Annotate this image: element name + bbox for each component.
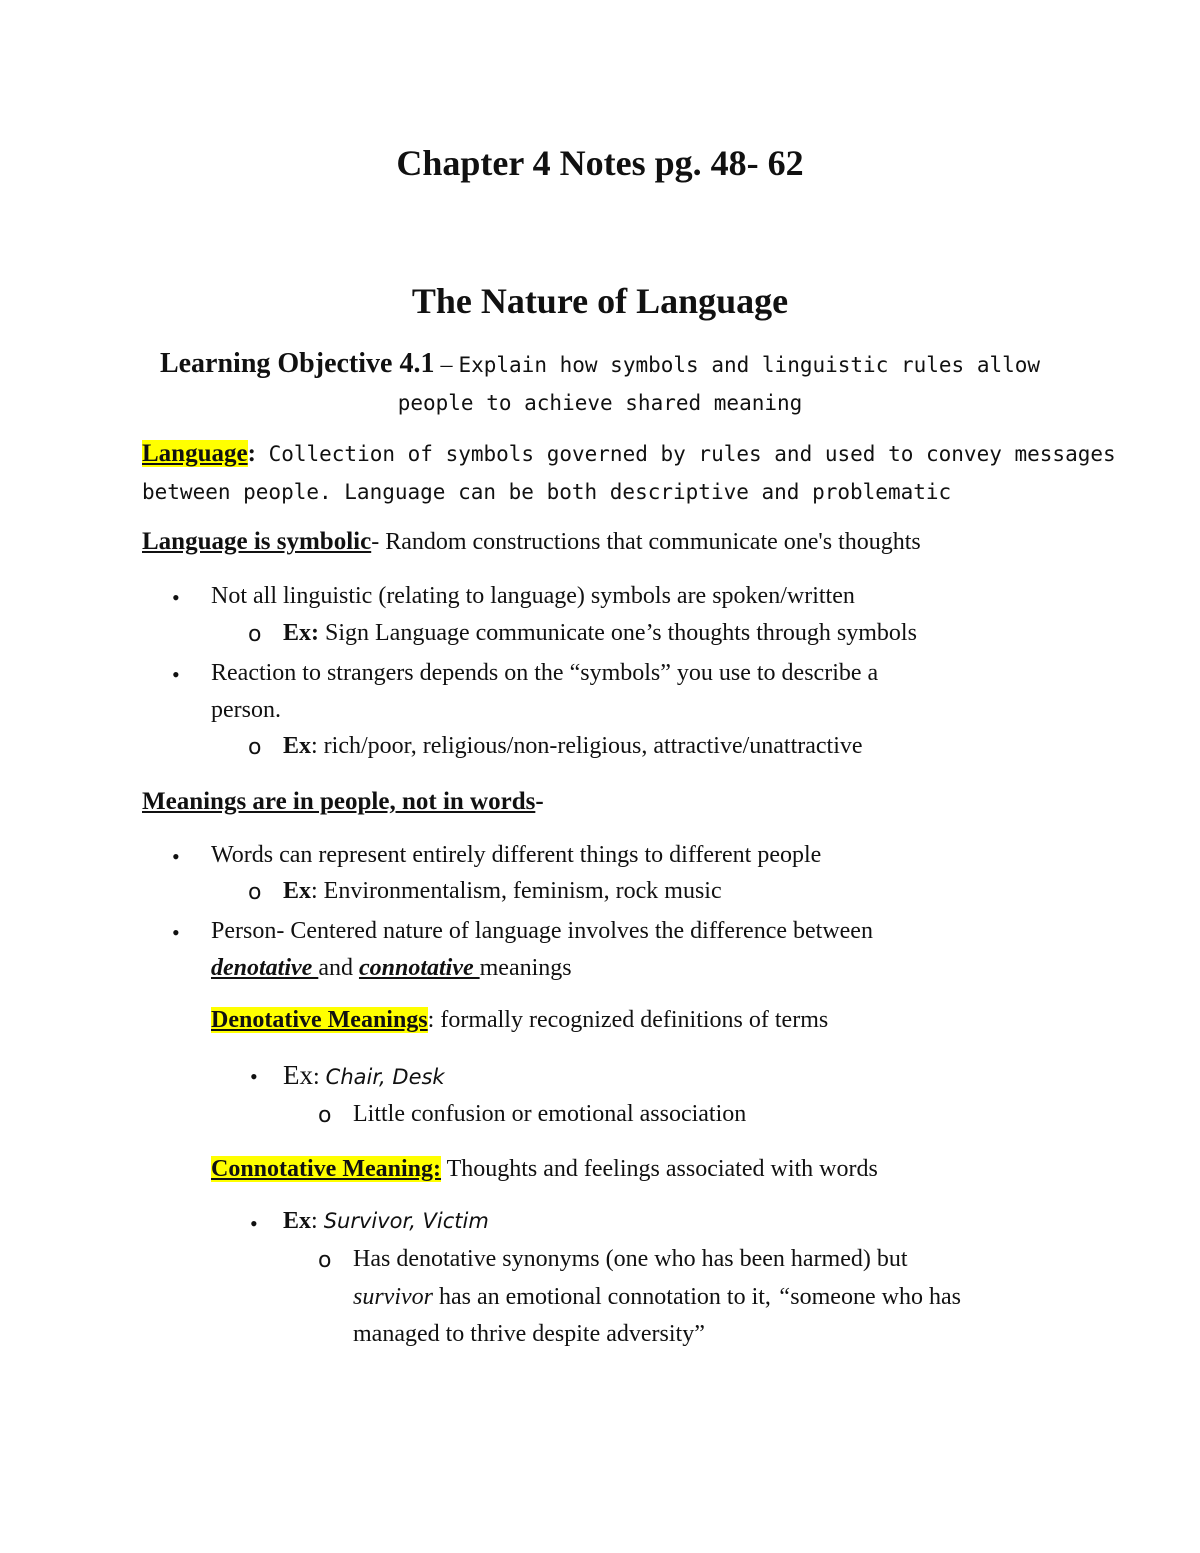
objective-heading: Learning Objective 4.1 <box>159 348 435 379</box>
open-quote: “ <box>776 1284 791 1310</box>
symbolic-bullet1: Not all linguistic (relating to language) symbols are spoken/written <box>211 583 855 609</box>
denotative-ex-label: Ex <box>283 1060 313 1090</box>
symbolic-heading-line <box>142 528 921 556</box>
denotative-ex-colon: : <box>313 1064 326 1090</box>
objective-text-line2: people to achieve shared meaning <box>397 391 803 415</box>
sub-bullet-icon: o <box>248 622 262 647</box>
connotative-sub-line1: Has denotative synonyms (one who has been harmed) but <box>353 1246 908 1272</box>
bullet-icon: • <box>172 662 180 687</box>
denotative-term: Denotative Meanings <box>211 1007 428 1033</box>
meanings-sub1 <box>283 878 722 905</box>
meanings-bullet2-line2 <box>211 955 572 982</box>
language-term: Language <box>142 440 248 467</box>
symbolic-sub2-text: : rich/poor, religious/non-religious, attractive/unattractive <box>311 733 863 759</box>
connotative-ex-colon: : <box>311 1208 324 1234</box>
denotative-example <box>283 1060 445 1091</box>
and-word: and <box>318 955 359 981</box>
denotative-sub: Little confusion or emotional association <box>353 1101 747 1127</box>
symbolic-sub1 <box>283 620 917 647</box>
symbolic-bullet2-line2: person. <box>211 697 281 723</box>
symbolic-sub1-text: Sign Language communicate one’s thoughts through symbols <box>319 620 917 646</box>
language-text-line2: between people. Language can be both descriptive and problematic <box>142 480 952 504</box>
page-title: Chapter 4 Notes pg. 48- 62 <box>396 143 804 183</box>
connotative-sub-line2 <box>353 1284 961 1311</box>
bullet-icon: • <box>250 1064 258 1089</box>
language-definition-line1 <box>142 440 1116 468</box>
symbolic-sub1-label: Ex: <box>283 620 319 646</box>
bullet-icon: • <box>172 844 180 869</box>
survivor-word: survivor <box>353 1284 433 1310</box>
meanings-heading-line <box>142 788 544 816</box>
language-colon: : <box>247 440 256 467</box>
denotative-colon: : <box>427 1007 435 1033</box>
connotative-word: connotative <box>358 955 480 981</box>
connotative-ex-label: Ex <box>283 1208 312 1234</box>
connotative-ex-text: Survivor, Victim <box>323 1209 489 1233</box>
connotative-sub-line2-rest: has an emotional connotation to it, <box>433 1284 777 1310</box>
connotative-text: Thoughts and feelings associated with words <box>441 1156 878 1182</box>
objective-text-line1: Explain how symbols and linguistic rules allow <box>458 353 1041 377</box>
section-title: The Nature of Language <box>411 281 789 321</box>
connotative-example <box>283 1208 489 1235</box>
meanings-bullet2-line1: Person- Centered nature of language involves the difference between <box>211 918 873 944</box>
sub-bullet-icon: o <box>248 880 262 905</box>
learning-objective <box>0 345 1200 422</box>
sub-bullet-icon: o <box>318 1103 332 1128</box>
symbolic-heading: Language is symbolic <box>142 528 372 555</box>
symbolic-bullet2-line1: Reaction to strangers depends on the “symbols” you use to describe a <box>211 660 879 686</box>
language-text-line1: Collection of symbols governed by rules and used to convey messages <box>255 442 1116 466</box>
denotative-ex-text: Chair, Desk <box>325 1065 445 1089</box>
sub-bullet-icon: o <box>248 735 262 760</box>
meanings-sub1-label: Ex <box>283 878 312 904</box>
symbolic-text: - Random constructions that communicate one's thoughts <box>371 529 921 555</box>
connotative-quote-text: someone who has <box>790 1284 961 1310</box>
sub-bullet-icon: o <box>318 1248 332 1273</box>
meanings-heading: Meanings are in people, not in words <box>142 788 536 815</box>
connotative-term: Connotative Meaning: <box>211 1156 441 1182</box>
objective-dash: – <box>434 352 459 378</box>
meanings-word: meanings <box>479 955 572 981</box>
denotative-text: formally recognized definitions of terms <box>434 1007 829 1033</box>
bullet-icon: • <box>172 585 180 610</box>
bullet-icon: • <box>172 920 180 945</box>
denotative-word: denotative <box>211 955 319 981</box>
symbolic-sub2 <box>283 733 863 760</box>
symbolic-sub2-label: Ex <box>283 733 312 759</box>
meanings-bullet1: Words can represent entirely different things to different people <box>211 842 822 868</box>
meanings-dash: - <box>535 788 544 815</box>
meanings-sub1-text: : Environmentalism, feminism, rock music <box>311 878 722 904</box>
connotative-definition <box>211 1156 878 1183</box>
denotative-definition <box>211 1007 828 1034</box>
connotative-sub-line3: managed to thrive despite adversity” <box>353 1321 705 1347</box>
bullet-icon: • <box>250 1211 258 1236</box>
